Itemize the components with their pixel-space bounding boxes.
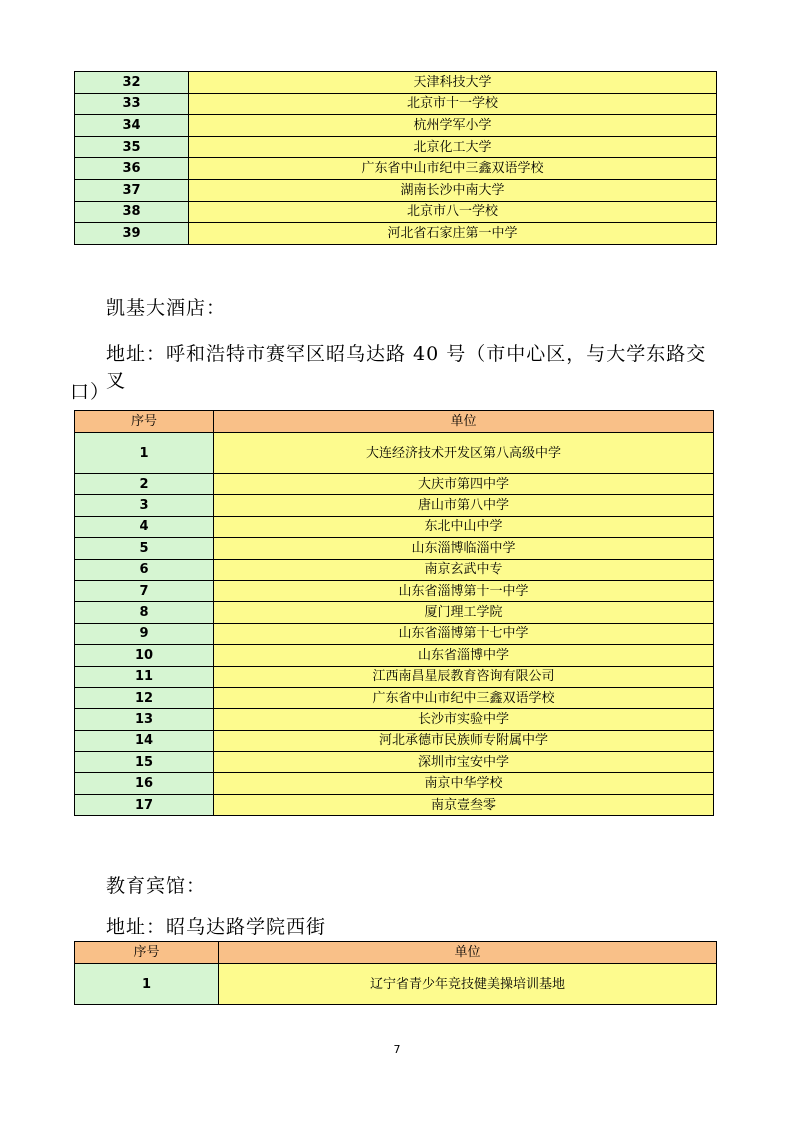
table-row [75, 602, 714, 623]
header-unit: 单位 [214, 411, 714, 433]
table-row [75, 433, 714, 474]
row-unit: 北京化工大学 [189, 136, 717, 158]
table-row [75, 538, 714, 559]
row-number: 16 [75, 773, 214, 794]
table-row [75, 687, 714, 708]
row-number: 39 [75, 223, 189, 245]
row-unit: 南京玄武中专 [214, 559, 714, 580]
row-number: 11 [75, 666, 214, 687]
table-row [75, 201, 717, 223]
row-unit: 南京壹叁零 [214, 794, 714, 815]
table-row [75, 158, 717, 180]
hotel-address-kaiji-cont: 口） [70, 381, 111, 403]
row-unit: 河北省石家庄第一中学 [189, 223, 717, 245]
table-row [75, 93, 717, 115]
row-unit: 长沙市实验中学 [214, 709, 714, 730]
page-number: 7 [393, 1043, 401, 1056]
row-number: 6 [75, 559, 214, 580]
row-number: 13 [75, 709, 214, 730]
table-row [75, 516, 714, 537]
row-number: 4 [75, 516, 214, 537]
school-table-continued [74, 71, 717, 245]
row-number: 34 [75, 115, 189, 137]
row-unit: 湖南长沙中南大学 [189, 179, 717, 201]
table-row [75, 580, 714, 601]
row-number: 1 [75, 964, 219, 1005]
row-unit: 南京中华学校 [214, 773, 714, 794]
row-unit: 辽宁省青少年竞技健美操培训基地 [219, 964, 717, 1005]
table-row [75, 645, 714, 666]
row-unit: 江西南昌星辰教育咨询有限公司 [214, 666, 714, 687]
table-row [75, 179, 717, 201]
table-row [75, 752, 714, 773]
row-number: 3 [75, 495, 214, 516]
row-number: 5 [75, 538, 214, 559]
row-number: 2 [75, 474, 214, 495]
row-number: 17 [75, 794, 214, 815]
row-number: 36 [75, 158, 189, 180]
table-row [75, 559, 714, 580]
row-unit: 杭州学军小学 [189, 115, 717, 137]
hotel-address-kaiji: 地址：呼和浩特市赛罕区昭乌达路 40 号（市中心区，与大学东路交叉 [106, 343, 707, 392]
row-number: 32 [75, 72, 189, 94]
row-number: 8 [75, 602, 214, 623]
hotel-heading-education: 教育宾馆： [106, 875, 207, 897]
table-row [75, 623, 714, 644]
table-row [75, 72, 717, 94]
row-number: 37 [75, 179, 189, 201]
row-unit: 北京市十一学校 [189, 93, 717, 115]
row-unit: 厦门理工学院 [214, 602, 714, 623]
hotel-heading-kaiji: 凯基大酒店： [106, 297, 227, 319]
row-number: 14 [75, 730, 214, 751]
row-number: 33 [75, 93, 189, 115]
header-no: 序号 [75, 411, 214, 433]
table-row [75, 964, 717, 1005]
row-unit: 广东省中山市纪中三鑫双语学校 [189, 158, 717, 180]
school-table-education [74, 941, 717, 1005]
row-number: 1 [75, 433, 214, 474]
row-unit: 东北中山中学 [214, 516, 714, 537]
row-unit: 大连经济技术开发区第八高级中学 [214, 433, 714, 474]
row-unit: 天津科技大学 [189, 72, 717, 94]
row-number: 9 [75, 623, 214, 644]
row-number: 38 [75, 201, 189, 223]
table-row [75, 794, 714, 815]
row-unit: 河北承德市民族师专附属中学 [214, 730, 714, 751]
row-number: 35 [75, 136, 189, 158]
row-unit: 深圳市宝安中学 [214, 752, 714, 773]
hotel-address-education: 地址：昭乌达路学院西街 [106, 916, 327, 938]
row-unit: 唐山市第八中学 [214, 495, 714, 516]
header-no: 序号 [75, 942, 219, 964]
row-number: 15 [75, 752, 214, 773]
table-row [75, 223, 717, 245]
row-unit: 山东淄博临淄中学 [214, 538, 714, 559]
table-row [75, 115, 717, 137]
row-unit: 山东省淄博第十一中学 [214, 580, 714, 601]
row-number: 7 [75, 580, 214, 601]
table-row [75, 730, 714, 751]
table-row [75, 773, 714, 794]
row-number: 12 [75, 687, 214, 708]
row-unit: 北京市八一学校 [189, 201, 717, 223]
header-unit: 单位 [219, 942, 717, 964]
row-unit: 山东省淄博中学 [214, 645, 714, 666]
table-row [75, 474, 714, 495]
school-table-kaiji [74, 410, 714, 816]
table-row [75, 709, 714, 730]
row-unit: 大庆市第四中学 [214, 474, 714, 495]
row-unit: 山东省淄博第十七中学 [214, 623, 714, 644]
table-row [75, 136, 717, 158]
row-unit: 广东省中山市纪中三鑫双语学校 [214, 687, 714, 708]
table-row [75, 666, 714, 687]
row-number: 10 [75, 645, 214, 666]
table-row [75, 495, 714, 516]
